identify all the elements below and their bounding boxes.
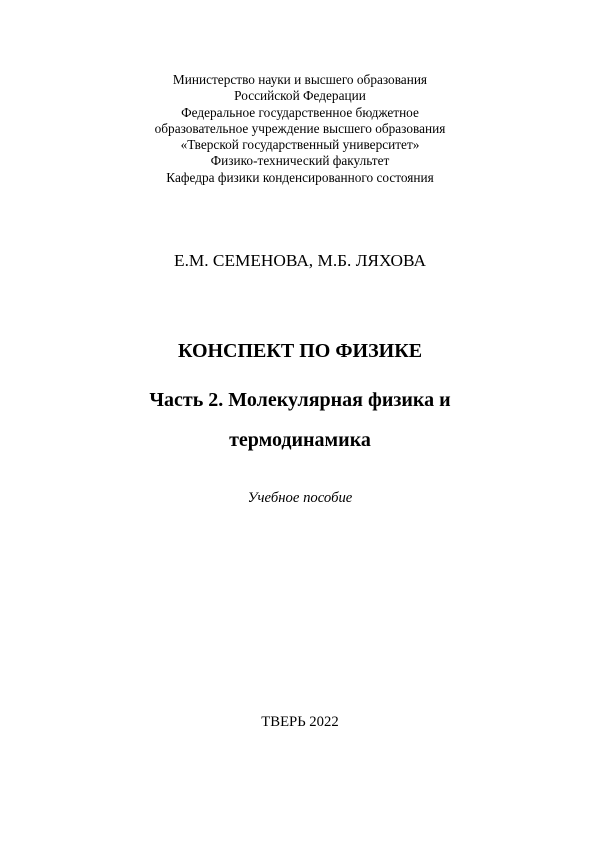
authors: Е.М. СЕМЕНОВА, М.Б. ЛЯХОВА xyxy=(174,251,426,270)
institution-line-department: Кафедра физики конденсированного состояния xyxy=(166,169,434,185)
subtitle-line-1: Часть 2. Молекулярная физика и xyxy=(149,389,451,411)
institution-line-faculty: Физико-технический факультет xyxy=(210,153,390,169)
institution-line-university: «Тверской государственный университет» xyxy=(180,137,420,153)
institution-line-country: Российской Федерации xyxy=(234,88,366,104)
document-type: Учебное пособие xyxy=(247,490,353,506)
institution-line-education: образовательное учреждение высшего образования xyxy=(154,120,446,136)
subtitle xyxy=(0,380,600,460)
page-title: КОНСПЕКТ ПО ФИЗИКЕ xyxy=(177,340,423,362)
institution-line-budget: Федеральное государственное бюджетное xyxy=(181,104,419,120)
subtitle-line-2: термодинамика xyxy=(229,429,371,451)
place-and-year: ТВЕРЬ 2022 xyxy=(261,714,339,730)
institution-block xyxy=(0,72,600,186)
institution-line-ministry: Министерство науки и высшего образования xyxy=(172,72,428,87)
